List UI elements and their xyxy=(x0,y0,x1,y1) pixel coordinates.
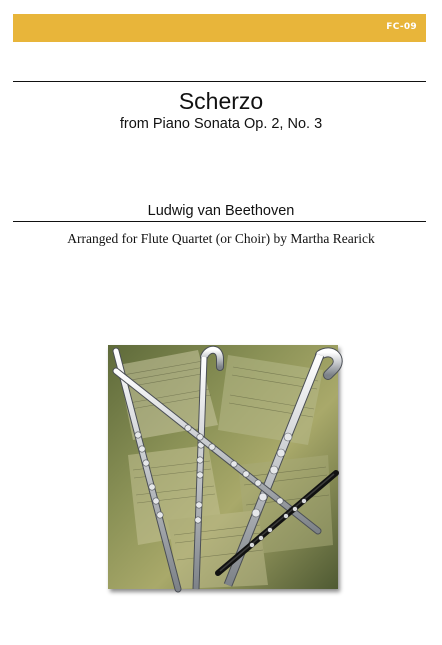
piece-subtitle: from Piano Sonata Op. 2, No. 3 xyxy=(119,116,323,132)
arranger-credit: Arranged for Flute Quartet (or Choir) by Martha Rearick xyxy=(67,231,375,246)
top-divider xyxy=(13,81,426,82)
header-bar xyxy=(13,14,426,42)
cover-artwork xyxy=(108,345,338,589)
composer-name: Ludwig van Beethoven xyxy=(147,203,295,219)
flutes-illustration-icon xyxy=(108,345,338,589)
piece-title: Scherzo xyxy=(178,88,264,114)
composer-divider xyxy=(13,221,426,222)
catalog-code: FC-09 xyxy=(386,22,417,32)
